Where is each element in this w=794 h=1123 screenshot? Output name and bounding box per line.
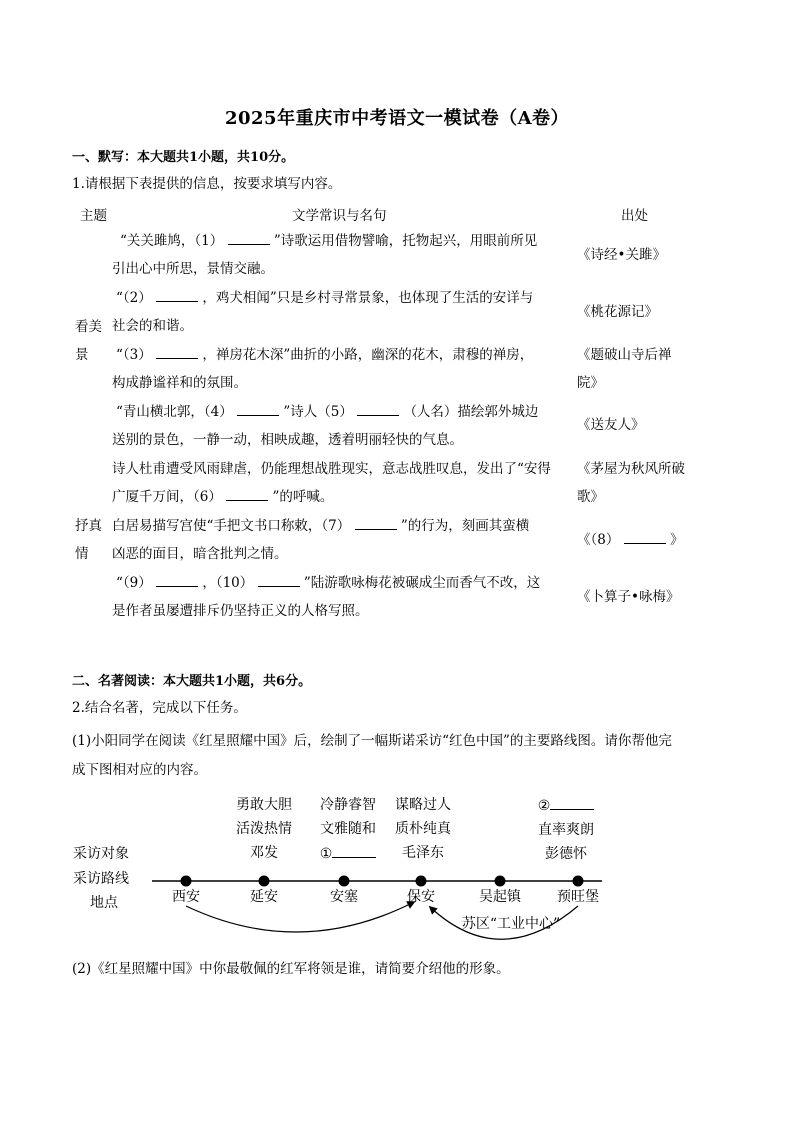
row-line: 送别的景色，一静一动，相映成趣，透着明丽轻快的气息。 bbox=[112, 432, 463, 448]
stop-dot bbox=[495, 876, 506, 887]
trait: 文雅随和 bbox=[320, 821, 376, 837]
person-name: 邓发 bbox=[250, 845, 278, 861]
place-yuwangbao: 预旺堡 bbox=[557, 889, 599, 905]
row-source-text: 《（8） bbox=[577, 532, 620, 548]
row-source-line1: 《茅屋为秋风所破 bbox=[577, 461, 685, 477]
stop-dot bbox=[181, 876, 192, 887]
row-line: 构成静谧祥和的氛围。 bbox=[112, 375, 247, 391]
section2-heading: 二、名著阅读：本大题共1小题，共6分。 bbox=[72, 674, 312, 689]
row-text: ”诗歌运用借物譬喻，托物起兴，用眼前所见 bbox=[273, 233, 538, 249]
row-line: 凶恶的面目，暗含批判之情。 bbox=[112, 546, 288, 562]
task1-line1: (1)小阳同学在阅读《红星照耀中国》后，绘制了一幅斯诺采访“红色中国”的主要路线图。请你帮他完 bbox=[72, 733, 672, 749]
row-text: “青山横北郭，（4） bbox=[116, 404, 233, 420]
row-text: “（9） bbox=[116, 575, 152, 591]
place-ansai: 安塞 bbox=[330, 889, 358, 905]
row-text: ，禅房花木深”曲折的小路，幽深的花木，肃穆的禅房， bbox=[202, 347, 534, 363]
blank-1-marker: ① bbox=[319, 846, 333, 862]
trait: 活泼热情 bbox=[236, 821, 292, 837]
question2: 2.结合名著，完成以下任务。 bbox=[72, 700, 247, 716]
place-baoan: 保安 bbox=[407, 889, 435, 905]
row-line: 是作者虽屡遭排斥仍坚持正义的人格写照。 bbox=[112, 603, 369, 619]
trait: 直率爽朗 bbox=[538, 822, 594, 838]
place-yanan: 延安 bbox=[250, 889, 278, 905]
place-xian: 西安 bbox=[172, 889, 200, 905]
row-source: 《卜算子•咏梅》 bbox=[577, 589, 680, 605]
row-source-line1: 《题破山寺后禅 bbox=[577, 347, 672, 363]
row-source-line2: 歌》 bbox=[577, 489, 604, 505]
header-content: 文学常识与名句 bbox=[292, 208, 387, 224]
header-source: 出处 bbox=[621, 208, 648, 224]
row-text: 广厦千万间，（6） bbox=[112, 489, 222, 505]
label-route: 采访路线 bbox=[73, 871, 129, 887]
row-text: “（3） bbox=[116, 347, 152, 363]
row-text: （人名）描绘郭外城边 bbox=[403, 404, 539, 420]
place-wuqizhen: 吴起镇 bbox=[479, 889, 521, 905]
stop-dot bbox=[573, 876, 584, 887]
route-arrow-xian-baoan bbox=[186, 902, 414, 932]
blank-2-marker: ② bbox=[537, 798, 551, 814]
row-text: “关关雎鸠，（1） bbox=[120, 233, 224, 249]
row-line: 引出心中所思，景情交融。 bbox=[112, 261, 274, 277]
person-name: 彭德怀 bbox=[545, 846, 587, 862]
row-source: 《送友人》 bbox=[577, 417, 645, 433]
trait: 谋略过人 bbox=[395, 797, 451, 813]
theme-emotion-line1: 抒真 bbox=[75, 518, 102, 534]
label-place: 地点 bbox=[90, 895, 118, 911]
theme-scenery-line1: 看美 bbox=[75, 319, 102, 335]
row-source-line2: 院》 bbox=[577, 375, 604, 391]
trait: 冷静睿智 bbox=[320, 797, 376, 813]
header-theme: 主题 bbox=[80, 208, 107, 224]
stop-dot bbox=[259, 876, 270, 887]
stop-dot bbox=[416, 876, 427, 887]
theme-scenery-line2: 景 bbox=[75, 347, 89, 363]
task2: (2)《红星照耀中国》中你最敬佩的红军将领是谁，请简要介绍他的形象。 bbox=[72, 961, 510, 977]
row-text: ”陆游歌咏梅花被碾成尘而香气不改，这 bbox=[303, 575, 541, 591]
row-text: ，（10） bbox=[202, 575, 254, 591]
section1-heading: 一、默写：本大题共1小题，共10分。 bbox=[72, 150, 295, 165]
row-text: 白居易描写宫使“手把文书口称敕，（7） bbox=[112, 518, 351, 534]
trait: 勇敢大胆 bbox=[236, 797, 292, 813]
stop-dot bbox=[339, 876, 350, 887]
row-source-text: 》 bbox=[669, 532, 684, 548]
row-line: 社会的和谐。 bbox=[112, 318, 193, 334]
row-text: ”诗人（5） bbox=[283, 404, 353, 420]
row-source: 《诗经•关雎》 bbox=[577, 247, 666, 263]
row-text: ，鸡犬相闻”只是乡村寻常景象，也体现了生活的安详与 bbox=[202, 290, 534, 306]
route-note: 苏区“工业中心” bbox=[461, 916, 561, 932]
theme-emotion-line2: 情 bbox=[75, 546, 89, 562]
question1: 1.请根据下表提供的信息，按要求填写内容。 bbox=[72, 176, 342, 192]
person-name: 毛泽东 bbox=[402, 845, 444, 861]
row-text: ”的呼喊。 bbox=[272, 489, 334, 505]
task1-line2: 成下图相对应的内容。 bbox=[72, 762, 207, 778]
row-source: 《桃花源记》 bbox=[577, 304, 658, 320]
row-line: 诗人杜甫遭受风雨肆虐，仍能理想战胜现实，意志战胜叹息，发出了“安得 bbox=[112, 461, 551, 477]
row-text: “（2） bbox=[116, 290, 152, 306]
row-text: ”的行为，刻画其蛮横 bbox=[400, 518, 530, 534]
label-interviewee: 采访对象 bbox=[73, 846, 129, 862]
trait: 质朴纯真 bbox=[395, 821, 451, 837]
page-title: 2025年重庆市中考语文一模试卷（A卷） bbox=[224, 108, 570, 129]
